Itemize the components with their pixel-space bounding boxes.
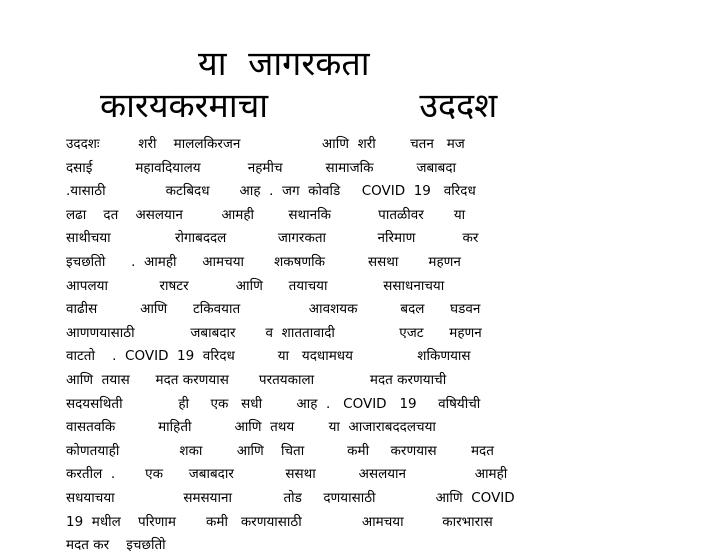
body-line: दसाई महावदियालय नहमीच सामाजकि जबाबदा	[66, 159, 457, 176]
body-line: 19 मधील परिणाम कमी करणयासाठी आमचया कारभारास	[66, 513, 493, 530]
body-line: लढा दत असलयान आमही सथानकि पातळीवर या	[66, 206, 466, 223]
body-line: साथीचया रोगाबददल जागरकता नरिमाण कर	[66, 230, 479, 247]
body-line: .यासाठी कटबिदध आह . जग कोवडि COVID 19 वरिदध	[66, 183, 476, 200]
body-line: करतील . एक जबाबदार ससथा असलयान आमही	[66, 466, 508, 483]
page-title-line-2: कारयकरमाचा उददश	[100, 86, 498, 126]
body-line: वाढीस आणि टकिवयात आवशयक बदल घडवन	[66, 301, 481, 318]
body-line: आणणयासाठी जबाबदार व शाततावादी एजट महणन	[66, 324, 482, 341]
body-paragraph	[66, 133, 646, 558]
body-line: सधयाचया समसयाना तोड दणयासाठी आणि COVID	[66, 489, 515, 506]
body-line: इचछतिो . आमही आमचया शकषणकि ससथा महणन	[66, 253, 461, 270]
body-line: मदत कर इचछतिो	[66, 537, 166, 554]
page-title-line-1: या जागरकता	[198, 44, 370, 84]
body-line: आणि तयास मदत करणयास परतयकाला मदत करणयाची	[66, 371, 447, 388]
body-line: सदयसथिती ही एक सधी आह . COVID 19 वषियीची	[66, 395, 481, 412]
body-line: कोणतयाही शका आणि चिता कमी करणयास मदत	[66, 442, 494, 459]
body-line: उददशः शरी माललकिरजन आणि शरी चतन मज	[66, 136, 465, 152]
body-line: आपलया राषटर आणि तयाचया ससाधनाचया	[66, 277, 445, 294]
body-line: वाटतो . COVID 19 वरिदध या यदधामधय शकिणयास	[66, 348, 471, 365]
body-line: वासतवकि माहिती आणि तथय या आजाराबददलचया	[66, 419, 436, 436]
